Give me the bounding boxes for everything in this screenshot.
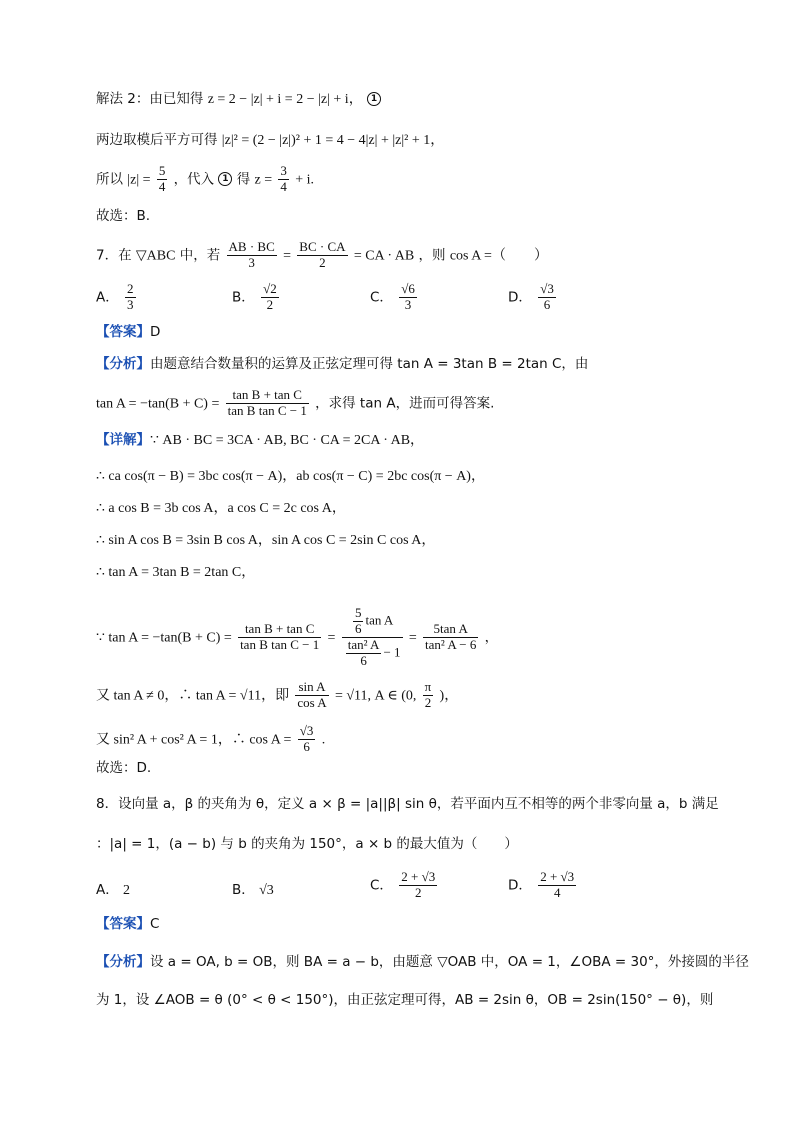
denominator: 2 [424, 694, 432, 710]
denominator: 6 [543, 296, 551, 312]
fraction [227, 240, 277, 271]
text: 故选：B. [96, 208, 151, 224]
text: 得 [236, 171, 251, 188]
numerator: sin A [295, 680, 328, 696]
numerator: 5 [158, 163, 166, 178]
math: ∵ tan A = −tan(B + C) = [96, 630, 232, 646]
fraction [297, 240, 347, 271]
q7-detail-line-2 [96, 470, 485, 484]
numerator: √6 [401, 281, 415, 296]
analysis-tag: 【分析】 [96, 954, 150, 970]
option-label: C． [370, 289, 393, 306]
text: ，代入 [173, 171, 215, 188]
math: = √11, A ∈ (0, [334, 688, 417, 704]
math: |z| = [127, 172, 151, 188]
math: = [327, 630, 336, 646]
fraction [295, 680, 328, 711]
math: |z|² = (2 − |z|)² + 1 = 4 − 4|z| + |z|² + 1， [221, 133, 445, 148]
denominator: 4 [158, 178, 166, 194]
denominator: 2 [266, 296, 274, 312]
analysis-tag: 【分析】 [96, 356, 150, 372]
q7-answer [96, 326, 160, 340]
option-label: B． [232, 289, 255, 306]
q8-analysis-line-2 [96, 994, 713, 1008]
text: ，则 [418, 247, 446, 264]
detail-tag: 【详解】 [96, 432, 150, 448]
math: ∴ tan A = 3tan B = 2tan C， [96, 565, 256, 580]
fraction [238, 622, 321, 653]
math: tan A = −tan(B + C) = [96, 396, 220, 412]
q8-option-d [508, 870, 578, 901]
fraction [538, 870, 576, 901]
numerator: AB · BC [228, 239, 275, 254]
numerator: √3 [299, 723, 314, 738]
fraction [399, 282, 417, 313]
q7-option-d [508, 282, 558, 313]
math: . [321, 732, 326, 748]
denominator: 3 [248, 254, 255, 270]
text: 设 a = OA, b = OB，则 BA = a − b，由题意 ▽OAB 中，OA = 1，∠OBA = 30°，外接圆的半径 [150, 954, 749, 970]
text: ，求得 tan A，进而可得答案. [315, 395, 495, 412]
text: 中，若 [179, 247, 221, 264]
numerator: 2 + √3 [401, 869, 436, 884]
text: ：|a| = 1，(a − b) 与 b 的夹角为 150°，a × b 的最大值为（ ） [96, 836, 518, 852]
text: ， [484, 629, 499, 646]
numerator: tan² A [347, 636, 380, 652]
q8-analysis-line-1 [96, 956, 749, 970]
q7-detail-line-4 [96, 534, 435, 548]
math: z = [254, 172, 273, 188]
numerator: √2 [263, 281, 277, 296]
text: − 1 [383, 644, 401, 660]
q8-option-b [232, 878, 274, 899]
denominator: 6 [303, 738, 310, 754]
answer-value: D [150, 324, 161, 340]
denominator: cos A [297, 694, 327, 710]
option-value: √3 [259, 883, 274, 898]
math: ▽ABC [135, 248, 176, 264]
denominator: tan² A − 6 [425, 636, 477, 652]
math: cos A =（ ） [449, 248, 548, 264]
fraction [278, 164, 289, 195]
math: + i. [295, 172, 314, 188]
option-label: A． [96, 289, 119, 306]
fraction [226, 388, 309, 419]
q7-detail-line-7 [96, 680, 458, 711]
q7-detail-line-1 [96, 434, 424, 448]
fraction [423, 680, 434, 711]
math: = [408, 630, 417, 646]
denominator: tan B tan C − 1 [227, 402, 307, 418]
option-label: D． [508, 289, 532, 306]
q7-option-b [232, 282, 281, 313]
q8-answer [96, 918, 159, 932]
q7-analysis-line-2 [96, 388, 494, 419]
math: )， [439, 688, 459, 704]
text: 两边取模后平方可得 [96, 132, 218, 148]
math: ∴ a cos B = 3b cos A，a cos C = 2c cos A， [96, 501, 346, 516]
q7-detail-line-3 [96, 502, 346, 516]
q7-final-answer [96, 762, 151, 776]
fraction [353, 606, 364, 637]
numerator: 2 + √3 [540, 869, 575, 884]
text: 为 1，设 ∠AOB = θ (0° < θ < 150°)，由正弦定理可得，AB = 2sin θ，OB = 2sin(150° − θ)，则 [96, 992, 714, 1008]
q8-stem-line-1 [96, 798, 719, 812]
text: 所以 [96, 171, 123, 188]
text: 解法 2：由已知得 [96, 91, 204, 107]
sol2-line-2 [96, 134, 444, 148]
fraction [423, 622, 478, 653]
fraction [346, 638, 382, 669]
numerator: 5tan A [423, 622, 478, 638]
option-label: B． [232, 882, 255, 898]
complex-fraction [342, 606, 403, 669]
fraction [298, 724, 316, 755]
numerator [342, 606, 403, 638]
sol2-line-3 [96, 164, 314, 195]
q7-detail-line-6 [96, 606, 498, 669]
math: ∴ ca cos(π − B) = 3bc cos(π − A)，ab cos(π − C) = 2bc cos(π − A)， [96, 469, 485, 484]
option-value: 2 [123, 883, 131, 898]
q7-stem [96, 240, 548, 271]
answer-value: C [150, 916, 160, 932]
math: 又 tan A ≠ 0，∴ tan A = √11，即 [96, 688, 290, 704]
denominator: 4 [553, 884, 561, 900]
sol2-line-1 [96, 92, 381, 107]
numerator: tan B + tan C [238, 622, 321, 638]
fraction [157, 164, 168, 195]
q7-detail-line-8 [96, 724, 325, 755]
sol2-answer [96, 210, 150, 224]
denominator: 6 [360, 652, 367, 668]
option-label: A． [96, 882, 119, 898]
numerator: √3 [540, 281, 554, 296]
math: 又 sin² A + cos² A = 1，∴ cos A = [96, 732, 292, 748]
text: 8．设向量 a，β 的夹角为 θ，定义 a × β = |a||β| sin θ，若平面内互不相等的两个非零向量 a，b 满足 [96, 796, 719, 812]
text: 故选：D. [96, 760, 152, 776]
q8-option-c [370, 870, 439, 901]
text: 由题意结合数量积的运算及正弦定理可得 tan A = 3tan B = 2tan C，由 [150, 356, 589, 372]
circled-number-marker: 1 [218, 172, 232, 186]
numerator: tan B + tan C [226, 388, 309, 404]
denominator: 3 [404, 296, 412, 312]
q7-analysis-line-1 [96, 358, 588, 372]
math: z = 2 − |z| + i = 2 − |z| + i， [207, 92, 363, 107]
fraction [125, 282, 136, 313]
numerator: π [424, 679, 432, 694]
circled-number-marker: 1 [367, 92, 381, 106]
option-label: C． [370, 877, 393, 894]
q7-detail-line-5 [96, 566, 255, 580]
option-label: D． [508, 877, 532, 894]
q8-stem-line-2 [96, 838, 518, 852]
answer-tag: 【答案】 [96, 324, 150, 340]
fraction [261, 282, 279, 313]
fraction [399, 870, 437, 901]
denominator: 2 [414, 884, 422, 900]
q7-option-c [370, 282, 419, 313]
math: = [283, 248, 291, 264]
answer-tag: 【答案】 [96, 916, 150, 932]
denominator [342, 638, 403, 669]
fraction [538, 282, 556, 313]
numerator: 2 [127, 281, 134, 296]
denominator: 6 [354, 620, 362, 636]
q8-option-a [96, 878, 130, 899]
q7-option-a [96, 282, 138, 313]
math: ∴ sin A cos B = 3sin B cos A，sin A cos C = 2sin C cos A， [96, 533, 436, 548]
denominator: 3 [127, 296, 134, 312]
denominator: tan B tan C − 1 [240, 636, 320, 652]
question-number: 7．在 [96, 247, 132, 264]
numerator: 3 [280, 163, 287, 178]
numerator: BC · CA [299, 239, 346, 254]
denominator: 4 [280, 178, 287, 194]
math: ∵ AB · BC = 3CA · AB, BC · CA = 2CA · AB， [150, 433, 425, 448]
numerator: 5 [354, 605, 362, 620]
denominator: 2 [319, 254, 326, 270]
text: tan A [365, 612, 394, 628]
math: = CA · AB [353, 248, 415, 264]
